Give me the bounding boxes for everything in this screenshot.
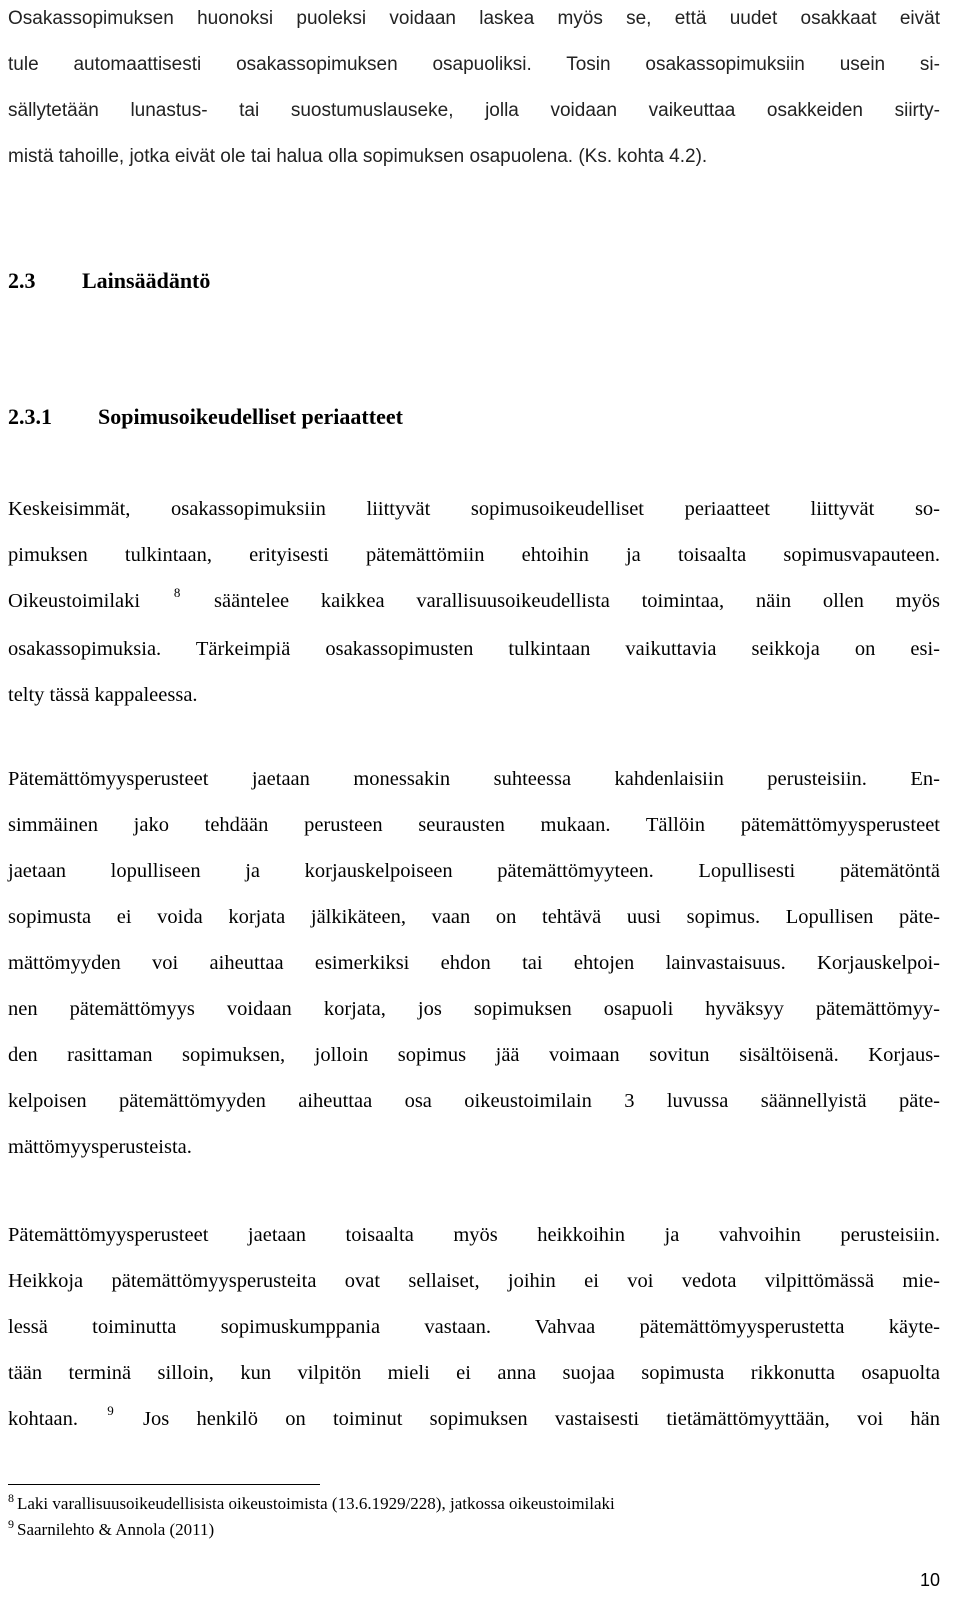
paragraph bbox=[8, 486, 940, 718]
text-segment: sääntelee kaikkea varallisuusoikeudellista toimintaa, näin ollen myös bbox=[214, 590, 941, 612]
subsection-title: Sopimusoikeudelliset periaatteet bbox=[98, 404, 403, 429]
footnote-text: Saarnilehto & Annola (2011) bbox=[17, 1520, 215, 1539]
text-line: kelpoisen pätemättömyyden aiheuttaa osa oikeustoimilain 3 luvussa säännellyistä päte- bbox=[8, 1090, 940, 1112]
text-segment: kohtaan. bbox=[8, 1408, 79, 1430]
text-line: Pätemättömyysperusteet jaetaan toisaalta myös heikkoihin ja vahvoihin perusteisiin. bbox=[8, 1224, 940, 1246]
text-line: sällytetään lunastus- tai suostumuslauseke, jolla voidaan vaikeuttaa osakkeiden siirty- bbox=[8, 100, 940, 121]
text-line: mättömyyden voi aiheuttaa esimerkiksi ehdon tai ehtojen lainvastaisuus. Korjauskelpoi- bbox=[8, 952, 940, 974]
text-line: nen pätemättömyys voidaan korjata, jos sopimuksen osapuoli hyväksyy pätemättömyy- bbox=[8, 998, 940, 1020]
subsection-heading bbox=[8, 404, 403, 430]
paragraph bbox=[8, 1212, 940, 1444]
text-line bbox=[8, 1396, 940, 1444]
section-title: Lainsäädäntö bbox=[82, 268, 211, 293]
section-number: 2.3 bbox=[8, 268, 36, 293]
text-line: Osakassopimuksen huonoksi puoleksi voidaan laskea myös se, että uudet osakkaat eivät bbox=[8, 8, 940, 29]
footnote-marker: 9 bbox=[8, 1517, 14, 1531]
text-line: osakassopimuksia. Tärkeimpiä osakassopimusten tulkintaan vaikuttavia seikkoja on esi- bbox=[8, 638, 940, 660]
text-line: telty tässä kappaleessa. bbox=[8, 684, 198, 706]
footnote-separator bbox=[8, 1484, 320, 1485]
text-line: tule automaattisesti osakassopimuksen osapuoliksi. Tosin osakassopimuksiin usein si- bbox=[8, 54, 940, 75]
text-segment: Oikeustoimilaki bbox=[8, 590, 141, 612]
footnote bbox=[8, 1491, 615, 1514]
footnote bbox=[8, 1517, 215, 1540]
section-heading bbox=[8, 268, 210, 294]
subsection-number: 2.3.1 bbox=[8, 404, 52, 429]
paragraph bbox=[8, 756, 940, 1170]
text-line: den rasittaman sopimuksen, jolloin sopimus jää voimaan sovitun sisältöisenä. Korjaus- bbox=[8, 1044, 940, 1066]
text-line: Heikkoja pätemättömyysperusteita ovat sellaiset, joihin ei voi vedota vilpittömässä mie- bbox=[8, 1270, 940, 1292]
text-line: mistä tahoille, jotka eivät ole tai halua olla sopimuksen osapuolena. (Ks. kohta 4.2). bbox=[8, 146, 708, 167]
intro-paragraph bbox=[8, 0, 940, 180]
text-segment: Jos henkilö on toiminut sopimuksen vastaisesti tietämättömyyttään, voi hän bbox=[143, 1408, 941, 1430]
footnote-reference[interactable]: 9 bbox=[107, 1403, 114, 1418]
text-line: Pätemättömyysperusteet jaetaan monessakin suhteessa kahdenlaisiin perusteisiin. En- bbox=[8, 768, 940, 790]
text-line: sopimusta ei voida korjata jälkikäteen, vaan on tehtävä uusi sopimus. Lopullisen päte- bbox=[8, 906, 940, 928]
text-line: pimuksen tulkintaan, erityisesti pätemättömiin ehtoihin ja toisaalta sopimusvapauteen. bbox=[8, 544, 940, 566]
page-number: 10 bbox=[919, 1570, 940, 1590]
text-line: simmäinen jako tehdään perusteen seurausten mukaan. Tällöin pätemättömyysperusteet bbox=[8, 814, 940, 836]
text-line: Keskeisimmät, osakassopimuksiin liittyvät sopimusoikeudelliset periaatteet liittyvät so- bbox=[8, 498, 940, 520]
text-line: lessä toiminutta sopimuskumppania vastaan. Vahvaa pätemättömyysperustetta käyte- bbox=[8, 1316, 940, 1338]
footnote-marker: 8 bbox=[8, 1491, 14, 1505]
text-line: tään terminä silloin, kun vilpitön mieli ei anna suojaa sopimusta rikkonutta osapuolta bbox=[8, 1362, 940, 1384]
text-line bbox=[8, 578, 940, 626]
footnote-text: Laki varallisuusoikeudellisista oikeustoimista (13.6.1929/228), jatkossa oikeustoimilaki bbox=[17, 1494, 615, 1513]
text-line: mättömyysperusteista. bbox=[8, 1136, 192, 1158]
text-line: jaetaan lopulliseen ja korjauskelpoiseen pätemättömyyteen. Lopullisesti pätemätöntä bbox=[8, 860, 940, 882]
footnote-reference[interactable]: 8 bbox=[173, 585, 181, 600]
